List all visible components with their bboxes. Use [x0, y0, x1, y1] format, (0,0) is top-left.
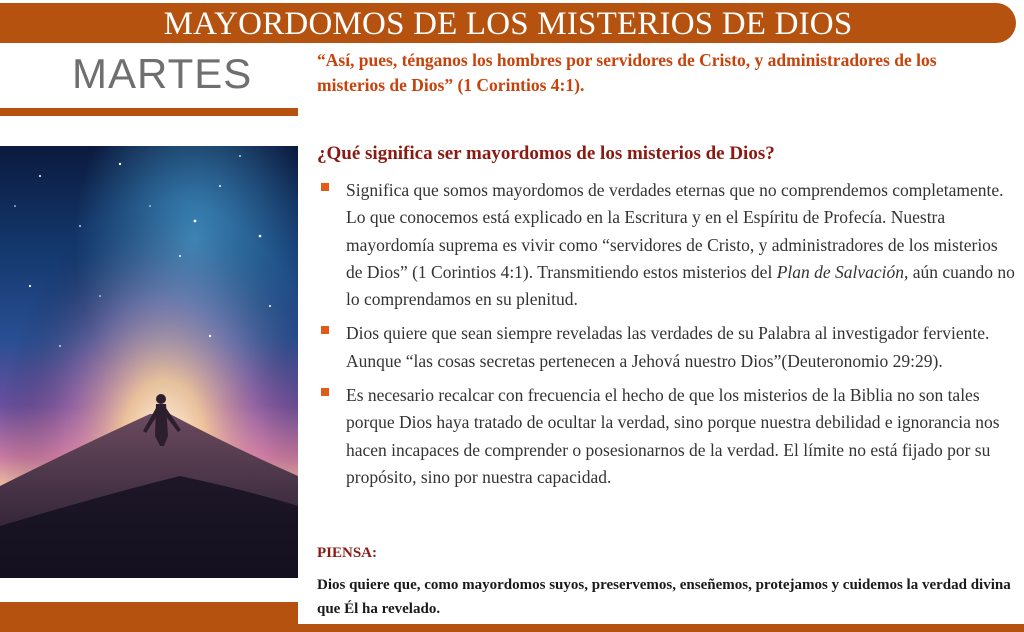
page-title: MAYORDOMOS DE LOS MISTERIOS DE DIOS: [163, 6, 853, 42]
bullet-list: [318, 177, 1018, 498]
bullet-text: Dios quiere que sean siempre reveladas las verdades de su Palabra al investigador ferviente. Aunque “las cosas secretas pertenecen a Jehová nuestro Dios”(Deuteronomio 29:29).: [346, 323, 990, 371]
question-heading: ¿Qué significa ser mayordomos de los misterios de Dios?: [317, 143, 775, 164]
bullet-emphasis: Plan de Salvación,: [776, 261, 909, 282]
piensa-label: PIENSA:: [317, 545, 378, 561]
square-bullet-icon: [321, 183, 329, 191]
footer-bar-left: [0, 602, 298, 632]
key-verse: “Así, pues, ténganos los hombres por servidores de Cristo, y administradores de los misterios de Dios” (1 Corintios 4:1).: [317, 50, 937, 95]
bullet-text-part: aún cuando no lo comprendamos en su plenitud.: [346, 261, 1015, 310]
square-bullet-icon: [321, 326, 329, 334]
bullet-text-part: Significa que somos mayordomos de verdades eternas que no comprendemos completamente. Lo que conocemos está explicado en la Escritura y en el Espíritu de Profecía. Nuestra mayordomía suprema es vivir como “servidores de Cristo, y administradores de los misterios de Dios” (1 Corintios 4:1). Transmitiendo estos misterios del: [346, 180, 1004, 282]
bullet-text: Es necesario recalcar con frecuencia el hecho de que los misterios de la Biblia no son tales porque Dios haya tratado de ocultar la verdad, sino porque nuestra debilidad e ignorancia nos hacen incapaces de comprender o posesionarnos de la verdad. El límite no está fijado por su propósito, sino por nuestra capacidad.: [346, 385, 1000, 487]
list-item: [318, 320, 1018, 375]
piensa-text: Dios quiere que, como mayordomos suyos, preservemos, enseñemos, protejamos y cuidemos la verdad divina que Él ha revelado.: [317, 577, 1011, 617]
footer-bar-right: [298, 624, 1024, 632]
day-underline: [0, 108, 298, 116]
list-item: [318, 177, 1018, 313]
list-item: [318, 382, 1018, 491]
square-bullet-icon: [321, 388, 329, 396]
cosmic-figure-image: [0, 146, 298, 578]
day-label: MARTES: [72, 50, 253, 97]
